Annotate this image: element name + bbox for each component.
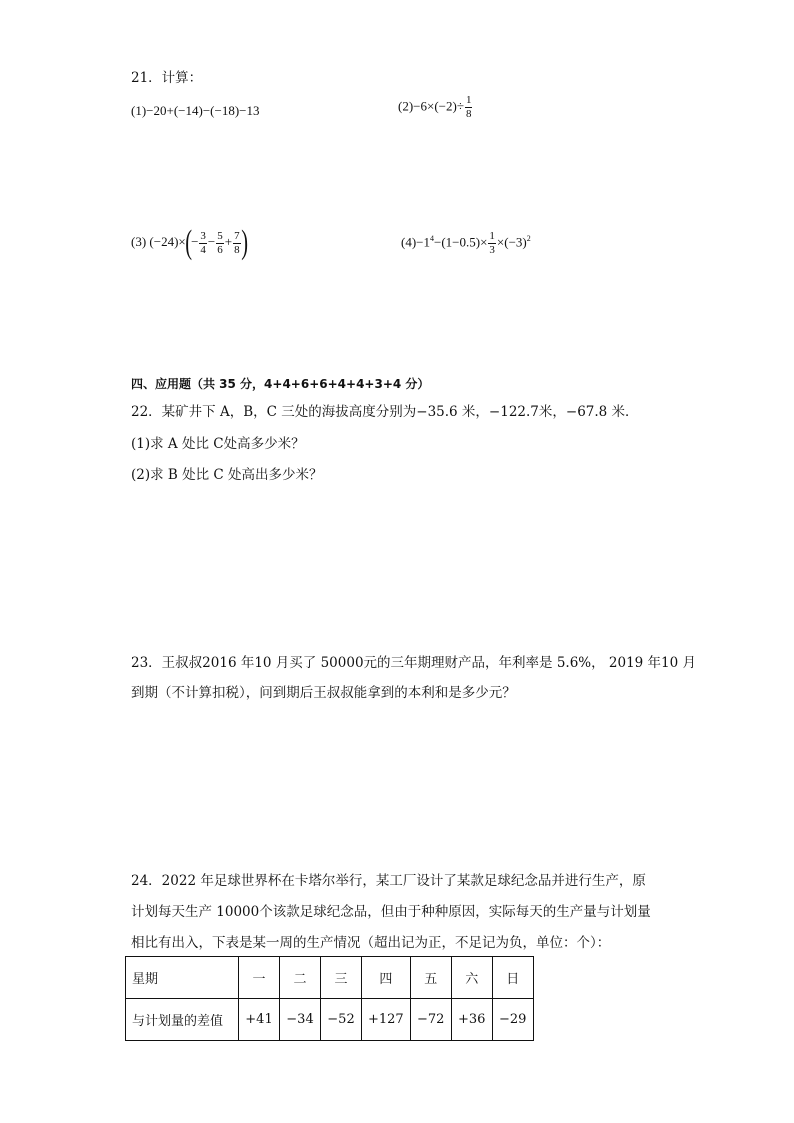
table-cell: −34 (280, 999, 321, 1041)
exponent: 4 (430, 234, 435, 244)
table-row (126, 999, 534, 1041)
table-cell: 日 (492, 957, 533, 999)
q21-part3-label: (3) (131, 233, 147, 249)
table-header-cell: 星期 (126, 957, 239, 999)
table-cell: 一 (239, 957, 280, 999)
q21-part3-fraction1 (199, 231, 207, 256)
q22-sub1: (1)求 A 处比 C处高多少米？ (131, 436, 305, 452)
q21-part3-expr: (−24)× (149, 233, 186, 249)
q23-line1: 23．王叔叔2016 年10 月买了 50000元的三年期理财产品，年利率是 5.6%， 2019 年10 月 (131, 655, 697, 671)
operator: + (224, 233, 233, 249)
left-paren-glyph: ( (185, 224, 192, 261)
q21-part3 (131, 226, 247, 260)
table-cell: 三 (321, 957, 362, 999)
table-cell: 四 (362, 957, 411, 999)
fraction-denominator: 4 (200, 243, 206, 256)
table-cell: −52 (321, 999, 362, 1041)
q22-stem: 22．某矿井下 A，B，C 三处的海拔高度分别为−35.6 米，−122.7米，−67.8 米． (131, 404, 639, 420)
table-header-cell: 与计划量的差值 (126, 999, 239, 1041)
table-cell: 六 (451, 957, 492, 999)
fraction-numerator: 1 (489, 230, 495, 242)
q21-part3-fraction3 (233, 231, 241, 256)
table-cell: −29 (492, 999, 533, 1041)
fraction-denominator: 8 (234, 243, 240, 256)
fraction-numerator: 7 (234, 229, 240, 242)
q21-part1-expr: −20+(−14)−(−18)−13 (146, 103, 260, 118)
q21-part4-label: (4) (401, 234, 417, 250)
table-cell: 二 (280, 957, 321, 999)
q24-line3: 相比有出入，下表是某一周的生产情况（超出记为正，不足记为负，单位：个）： (131, 935, 611, 951)
table-cell: +127 (362, 999, 411, 1041)
table-row (126, 957, 534, 999)
q21-part4 (401, 231, 531, 256)
table-cell: +41 (239, 999, 280, 1041)
table-cell: 五 (410, 957, 451, 999)
section-4-heading: 四、应用题（共 35 分，4+4+6+6+4+4+3+4 分） (131, 377, 430, 391)
q21-part2-fraction (465, 95, 473, 120)
q21-part4-expr-post: ×(−3) (496, 234, 527, 250)
table-cell: +36 (451, 999, 492, 1041)
q21-part1 (131, 103, 259, 119)
right-paren-glyph: ) (240, 224, 248, 261)
production-table (125, 956, 534, 1041)
q21-part2 (398, 95, 473, 120)
fraction-denominator: 3 (489, 244, 495, 256)
q21-part3-fraction2 (216, 231, 224, 256)
q21-part4-expr-mid: −(1−0.5)× (434, 234, 488, 250)
q23-line2: 到期（不计算扣税），问到期后王叔叔能拿到的本利和是多少元？ (131, 685, 516, 701)
q21-part2-expr: −6×(−2)÷ (413, 98, 464, 114)
sign: − (191, 233, 199, 249)
fraction-numerator: 1 (465, 94, 472, 106)
q21-part1-label: (1) (131, 103, 147, 118)
table-cell: −72 (410, 999, 451, 1041)
q24-line1: 24．2022 年足球世界杯在卡塔尔举行，某工厂设计了某款足球纪念品并进行生产，原 (131, 873, 646, 889)
q22-sub2: (2)求 B 处比 C 处高出多少米？ (131, 467, 323, 483)
operator: − (207, 233, 216, 249)
q21-part2-label: (2) (398, 98, 414, 114)
fraction-numerator: 5 (217, 229, 223, 242)
q21-part4-fraction (488, 231, 496, 256)
exponent: 2 (526, 234, 531, 244)
fraction-numerator: 3 (200, 229, 206, 242)
q21-title: 21．计算： (131, 70, 203, 86)
q24-line2: 计划每天生产 10000个该款足球纪念品，但由于种种原因，实际每天的生产量与计划量 (131, 904, 651, 920)
q21-part4-expr-pre: −1 (416, 234, 431, 250)
fraction-denominator: 6 (217, 243, 223, 256)
fraction-denominator: 8 (465, 108, 472, 120)
